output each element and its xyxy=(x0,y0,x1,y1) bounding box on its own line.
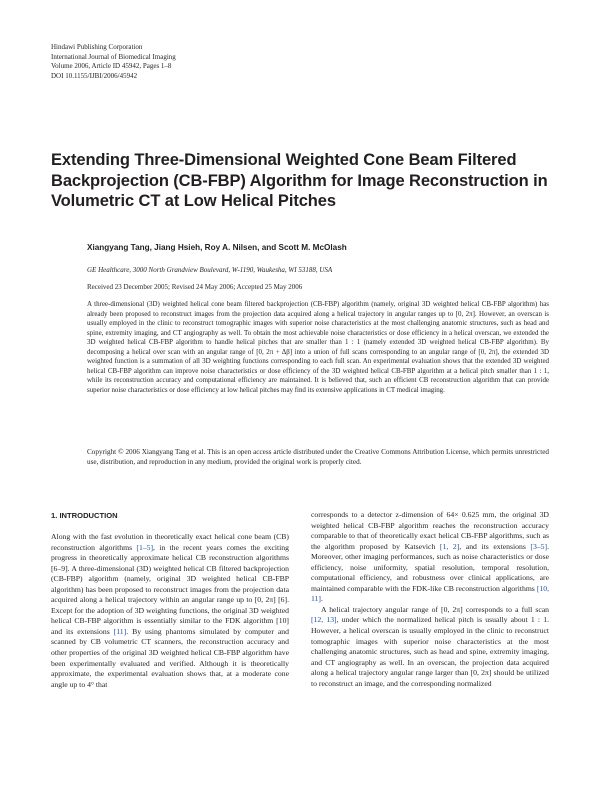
volume-line: Volume 2006, Article ID 45942, Pages 1–8 xyxy=(51,62,172,71)
body-column-right xyxy=(311,510,549,689)
section-heading-introduction: 1. INTRODUCTION xyxy=(51,511,118,520)
citation-link[interactable]: [11] xyxy=(113,626,127,636)
affiliation: GE Healthcare, 3000 North Grandview Boulevard, W-1190, Waukesha, WI 53188, USA xyxy=(87,266,333,274)
publisher-line: Hindawi Publishing Corporation xyxy=(51,43,143,51)
citation-link[interactable]: [10, 11] xyxy=(311,583,549,604)
journal-header xyxy=(51,43,176,81)
citation-link[interactable]: [1–5] xyxy=(136,542,154,552)
paragraph: A helical trajectory angular range of [0, 2π] corresponds to a full scan [12, 13], under which the normalized helical pitch is usually about 1 : 1. However, a helical overscan is usually employed in the clinic to reconstruct tomographic images with superior noise characteristics at the most challenging anatomic structures, such as head and spine, extremity imaging, and CT angiography as well. In an overscan, the projection data acquired along a helical trajectory angular range larger than [0, 2π] should be utilized to reconstruct an image, and the corresponding normalized xyxy=(311,604,550,688)
citation-link[interactable]: [3–5] xyxy=(530,541,548,551)
copyright-notice: Copyright © 2006 Xiangyang Tang et al. This is an open access article distributed under the Creative Commons Attribution License, which permits unrestricted use, distribution, and reproduction in any medium, provided the original work is properly cited. xyxy=(87,448,549,466)
body-column-left xyxy=(51,532,289,690)
paragraph: Along with the fast evolution in theoretically exact helical cone beam (CB) reconstruction algorithms [1–5], in the recent years comes the exciting progress in theoretically approximate helical CB reconstruction algorithms [6–9]. A three-dimensional (3D) weighted helical CB filtered backprojection (CB-FBP) algorithm (namely, original 3D weighted helical CB-FBP algorithm) has been proposed to reconstruct images from the projection data acquired along a helical trajectory within an angular range up to [0, 2π] [6]. Except for the adoption of 3D weighting functions, the original 3D weighted helical CB-FBP algorithm is essentially similar to the FDK algorithm [10] and its extensions [11]. By using phantoms simulated by computer and scanned by CB volumetric CT scanners, the reconstruction accuracy and other properties of the original 3D weighted helical CB-FBP algorithm have been experimentally evaluated and verified. Although it is theoretically approximate, the experimental evaluation shows that, at a moderate cone angle up to 4° that xyxy=(51,532,289,689)
author-list: Xiangyang Tang, Jiang Hsieh, Roy A. Nilsen, and Scott M. McOlash xyxy=(87,243,347,252)
citation-link[interactable]: [12, 13] xyxy=(311,615,337,625)
citation-link[interactable]: [1, 2] xyxy=(439,541,460,551)
paragraph: corresponds to a detector z-dimension of 64× 0.625 mm, the original 3D weighted helical CB-FBP algorithm reaches the reconstruction accuracy comparable to that of theoretically exact helical CB-FBP algorithms, such as the algorithm proposed by Katsevich [1, 2], and its extensions [3–5]. Moreover, other imaging performances, such as noise characteristics or dose efficiency, noise uniformity, spatial resolution, temporal resolution, computational efficiency, and robustness over clinical applications, are maintained comparable with the FDK-like CB reconstruction algorithms [10, 11]. xyxy=(311,510,549,604)
received-dates: Received 23 December 2005; Revised 24 May 2006; Accepted 25 May 2006 xyxy=(87,283,303,291)
article-title: Extending Three-Dimensional Weighted Cone Beam Filtered Backprojection (CB-FBP) Algorithm for Image Reconstruction in Volumetric CT at Low Helical Pitches xyxy=(51,151,548,210)
abstract: A three-dimensional (3D) weighted helical cone beam filtered backprojection (CB-FBP) algorithm (namely, original 3D weighted helical CB-FBP algorithm) has already been proposed to reconstruct images from the projection data acquired along a helical trajectory in angular ranges up to [0, 2π]. However, an overscan is usually employed in the clinic to reconstruct tomographic images with superior noise characteristics at the most challenging anatomic structures, such as head and spine, extremity imaging, and CT angiography as well. To obtain the most achievable noise characteristics or dose efficiency in a helical overscan, we extended the 3D weighted helical CB-FBP algorithm to handle helical pitches that are smaller than 1 : 1 (namely extended 3D weighted helical CB-FBP algorithm). By decomposing a helical over scan with an angular range of [0, 2π + Δβ] into a union of full scans corresponding to an angular range of [0, 2π], the extended 3D weighted function is a summation of all 3D weighting functions corresponding to each full scan. An experimental evaluation shows that the extended 3D weighted helical CB-FBP algorithm can improve noise characteristics or dose efficiency of the 3D weighted helical CB-FBP algorithm at a helical pitch smaller than 1 : 1, while its reconstruction accuracy and computational efficiency are maintained. It is believed that, such an efficient CB reconstruction algorithm that can provide superior noise characteristics or dose efficiency at low helical pitches may find its extensive applications in CT medical imaging. xyxy=(87,300,549,394)
journal-line: International Journal of Biomedical Imaging xyxy=(51,52,176,61)
doi-line: DOI 10.1155/IJBI/2006/45942 xyxy=(51,71,138,80)
